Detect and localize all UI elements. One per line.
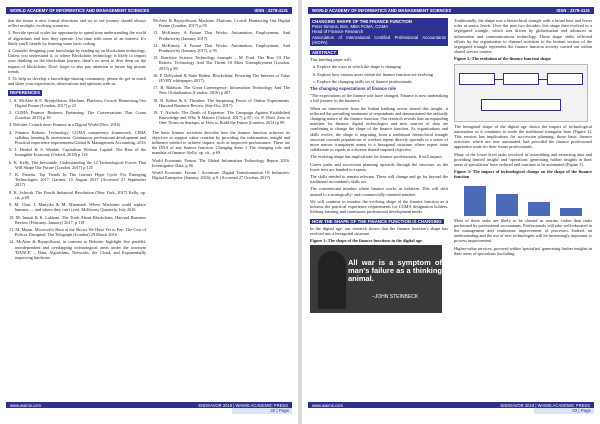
diagram-arrow [539,79,547,80]
figure-bar [528,202,550,216]
paragraph: that the future is new formal directions and try to see journey should always reflect multiple, evolving scenarios. [8,18,146,29]
paragraph: Most of these tasks are likely to be classed as routine, rather than tasks performed by professional accountants. Professionals will take well-educated in the management and continuous improvement of processes. Indeed, an understanding and the use of new technologies will be increasingly important to process improvement. [454,217,592,244]
figure-3-graphic [454,182,588,216]
paragraph: The conventional mindset where finance works in isolation. This will shift instead to a strategically- and commercially-oriented mindset. [310,186,448,197]
section-heading: HOW THE SHAPE OF THE FINANCE FUNCTION IS CHANGING [312,218,442,224]
reference-item: McAfee & Brynjolfsson. Machine, Platform, Crowd: Harnessing Our Digital Future (London, 2017) p 95 [153,18,290,29]
diagram-block [459,73,495,85]
paragraph: This briefing paper will: [310,57,352,63]
paragraph: 3. Provide special scales for opportunity to spend time understanding the world of algorithms and how they operate. Use time with more of an interest. It's likely you'll benefit by learning some basic coding. [8,30,146,46]
paragraph: The skills needed to remain relevant. These will change and go far beyond the traditional accountant's skills set. [310,174,448,185]
paragraph: "The expectations of the finance role have changed. Finance is now undertaking a full journey to the business." [310,93,448,104]
abstract-heading: ABSTRACT [312,50,337,56]
reference-item: 2. CGMA Finance Business Partnering: The Conversations That Count (London, 2015) p 18 [9,110,146,121]
author-box [310,18,448,46]
quote-text: All war is a symptom of man's failure as a thinking animal. [348,258,442,284]
paragraph: The evolving shape has implications for finance professionals. It will impact: [310,154,443,160]
figure-caption: Figure 3: The impact of technological change on the shape of the finance function [454,169,592,180]
reference-item: 9. M. Chui, J. Manyika & M. Miremadi. Where Machines could replace humans — and where they can't (yet). McKinsey Quarterly, July 2016 [9,202,146,213]
paragraph: We will continue to monitor the evolving shape of the finance function as it informs the practical experience requirements for CGMA designation holders, lifelong learning and continuous professional development needs. [310,198,448,215]
reference-item: 14. McKinsey. A Future That Works: Automation, Employment, And Productivity (January 2017), p 95 [153,42,290,54]
references-heading: REFERENCES [10,90,41,96]
reference-item: 1. A. McAfee & E. Brynjolfsson. Machine, Platform, Crowd: Harnessing Our Digital Future (London, 2017) p 23 [9,97,146,108]
journal-title: WORLD ACADEMY OF INFORMATICS AND MANAGEMENT SCIENCES [312,8,452,13]
reference-list [8,98,146,260]
paragraph: When an interviewee from the Indian banking sector shared this insight, it reflected the prevailing sentiment of respondents and demonstrated the radically changing nature of the finance function. Our research reveals that an expanding mandate for finance, digital technologies and new sources of data are combining to change the shape of the finance function. As organisations and skills evolve, the shape is migrating from a traditional hierarchical triangle structure towards populations of workers repeat directly upwards to a series of more narrow transparent teams to a hexagonal structure where expert team collaborate as equals in a diverse shared-inspired objective. [310,105,448,153]
author-name: Peter Simons, BSc, MBA FCMA, CGMA [312,24,389,30]
paragraph: The basic finance activities describe how the finance function achieves its objective to support value creation by providing the information, insight and influence needed to achieve impact, such as improved performance. These are the DNA of any finance function. Changing these 1 The changing role and mandate of finance: Kelly, op. cit., p 69. [152,129,290,156]
reference-item: 15. Narrative Science Technology example – M. Ford. The Rise Of The Robots: Technology And The Threat Of Mass Unemployment (London, 2015) p 86 [153,55,290,71]
figure-bar [496,194,518,216]
right-column [152,18,290,182]
page-header [308,7,594,14]
reference-item: 4. Finance Robotic Technology. CGMA competency framework, CIMA syllabus learning & assessment. Continuous professional development and Practical experience requirements/Global & Management Accounting, 2016 [9,129,146,146]
page-header [6,7,292,14]
left-column [310,18,448,315]
paragraph: In the digital age, our research shows that the finance function's shape has evolved into a hexagonal structure. [310,225,448,236]
article-title: CHANGING SHAPE OF THE FINANCE FUNCTION [312,19,413,24]
figure-2-diagram [454,64,588,122]
paragraph: Career paths and succession planning upwards through the structure, as the lower tiers are handed to experts. [310,161,448,172]
section-heading: The changing expectations of finance role [310,86,396,92]
reference-item: 19. T. Nichols. The Death of Expertise: The Campaign Against Established Knowledge and Why It Matters (Oxford, 2017) p 87; vii. P. Thiel. Zero to One: Notes on Startups, or How to Build the Future (London, 2014) p 89 [153,110,290,126]
left-column [8,18,146,262]
paragraph: Traditionally, the shape was a hierarchical triangle with a broad base and fewer roles at senior levels. Over the past two decades, this shape then evolved to a segregated triangle, which was driven by globalisation and advances in information and communications technology. These shape shifts reflected efforts by the organisation to channel activities to the bottom section of the segregated triangle represents the finance function activity carried out within shared service centers. [454,18,592,55]
author-affiliation: Association of International Certified Professional Accountants (AICPA) [312,34,446,45]
diagram-block [481,99,561,111]
reference-item: 16. P. Dellyahuil & Suite Halten. Blockchain: Powering The Internet of Value (EVRY whitepaper, 2017) [153,72,290,84]
reference-item: 7. K. Panetta. Top Trends In The Gartner Hype Cycle For Emerging Technologies 2017. Gartner, 15 August 2017 (Accessed 27 September 2017) [9,172,146,188]
paragraph: Many of the lower level tasks involved in 'assembling and extracting data and providing limited insight' and 'operations' generating further insights in their areas of speculation' have reduced and continue to be automated (Figure 3). [454,151,592,168]
figure-bar [560,208,582,216]
silhouette-figure [318,251,346,309]
page-number: 32 | Page [232,408,292,414]
diagram-block [503,73,539,85]
footer-website[interactable]: www.waims.com [312,402,343,408]
reference-item: 8. K. Schwab. The Fourth Industrial Revolution (New York, 2017) Kelly, op. cit, p 69 [9,189,146,200]
reference-item: 18. R. Kehoe & S. Thrasher. The Surprising Power of Online Experiments. Harvard Business Review (Sep-Oct, 2017) [153,97,290,108]
journal-title: WORLD ACADEMY OF INFORMATICS AND MANAGEMENT SCIENCES [10,8,150,13]
page-footer [308,402,594,414]
quote-author: –JOHN STEINBECK [372,294,419,301]
author-role: Head of Finance Research [312,29,364,35]
paragraph: 5. To help us develop a knowledge-sharing community, please do get in touch and share your experiences, observations and opinions with us. [8,76,146,87]
diagram-arrow [495,79,503,80]
page-number: 33 | Page [534,408,594,414]
page-footer [6,402,292,414]
list-item: c. Explore the changing skills set of finance professionals [313,78,412,84]
quote-image [310,245,442,313]
footer-publisher: ENDEAVOR 2019 | WAIMS ACADEMIC PRESS [500,402,590,408]
reference-item: 11. M. Mazur. Microsoft's Race at the Shows We Have Yet to Pay: The Cost of Polices Disrupted. The Telegraph (London) 29 March 2016 [9,226,146,238]
paragraph: Higher-value services, powered within 'specialists' generating further insights in their areas of specialism (including [454,245,592,256]
reference-item: 6. K. Kelly. The Inevitable: Understanding the 12 Technological Forces That Will Shape Our Future (London, 2017) p 125 [9,159,146,170]
figure-bar [464,186,486,216]
figure-caption: Figure 1: The shape of the finance functions in the digital age [310,238,422,244]
footer-publisher: ENDEAVOR 2019 | WAIMS ACADEMIC PRESS [198,402,288,408]
reference-item: 12. McAfee & Brynjolfsson, in contrast to Deloitte: highlight five parallel, interdependent and overlapping technological areas under the acronym 'DANCE' – Data, Algorithms, Networks, the Cloud, and Exponentially improving hardware. [9,239,146,260]
reference-item: 10. M. Iansiti & K. Lakhani. The Truth About Blockchain. Harvard Business Review (February–January) 2017, p 118 [9,214,146,225]
list-item: a. Explore the ways in which the shape is changing [313,64,401,70]
page-right [302,0,600,424]
issn: ISSN : 2278-4131 [254,8,288,13]
list-item: b. Explore how various areas within the finance function are evolving [313,71,433,77]
reference-item: 3. Deloitte. Crunch time: Finance in a Digital World (Nov. 2016) [9,122,121,128]
paragraph: World Economic Forum / Accenture. Digital Transformation Of Industries: Digital Enterprise (January, 2016), p 9. (Accessed 27 October, 2017) [152,170,290,181]
paragraph: The hexagonal shape of the digital age shows the impact of technological automation as it continues to erode the traditional triangular base (Figure 2). This erosion has implications for succession planning; those basic finance activities, which are now automated, had provided the finance professional apprentice route for their future professionals. [454,123,592,150]
diagram-block [547,73,583,85]
reference-item: 17. R. Baldwin. The Great Convergence: Information Technology And The New Globalization (London, 2016) p 287 [153,85,290,96]
reference-item: 5. J. Henkel & S. Wenkle. Capitalism Without Capital: The Rise of the Intangible Economy (Oxford, 2018) p 116 [9,147,146,158]
paragraph: World Economic Forum. The Global Information Technology Report 2016. Investigative Data, p 96 [152,157,290,168]
issn: ISSN : 2278-4131 [556,8,590,13]
reference-item: 13. McKinsey. A Future That Works: Automation, Employment, And Productivity (January 2017) [153,30,290,41]
paragraph: 4. Consider designing your knowledge by reading up on blockchain technology. Unless you understand it, or where Blockchain technology is likely to impact your thinking on the blockchain journey, there's no need to dive deep on the impact of blockchain. Don't forget to also pay attention to future big picture trends. [8,48,146,74]
page-left [0,0,298,424]
right-column [454,18,592,258]
footer-website[interactable]: www.waims.com [10,402,41,408]
figure-caption: Figure 2: The evolution of the finance function shape [454,56,551,62]
